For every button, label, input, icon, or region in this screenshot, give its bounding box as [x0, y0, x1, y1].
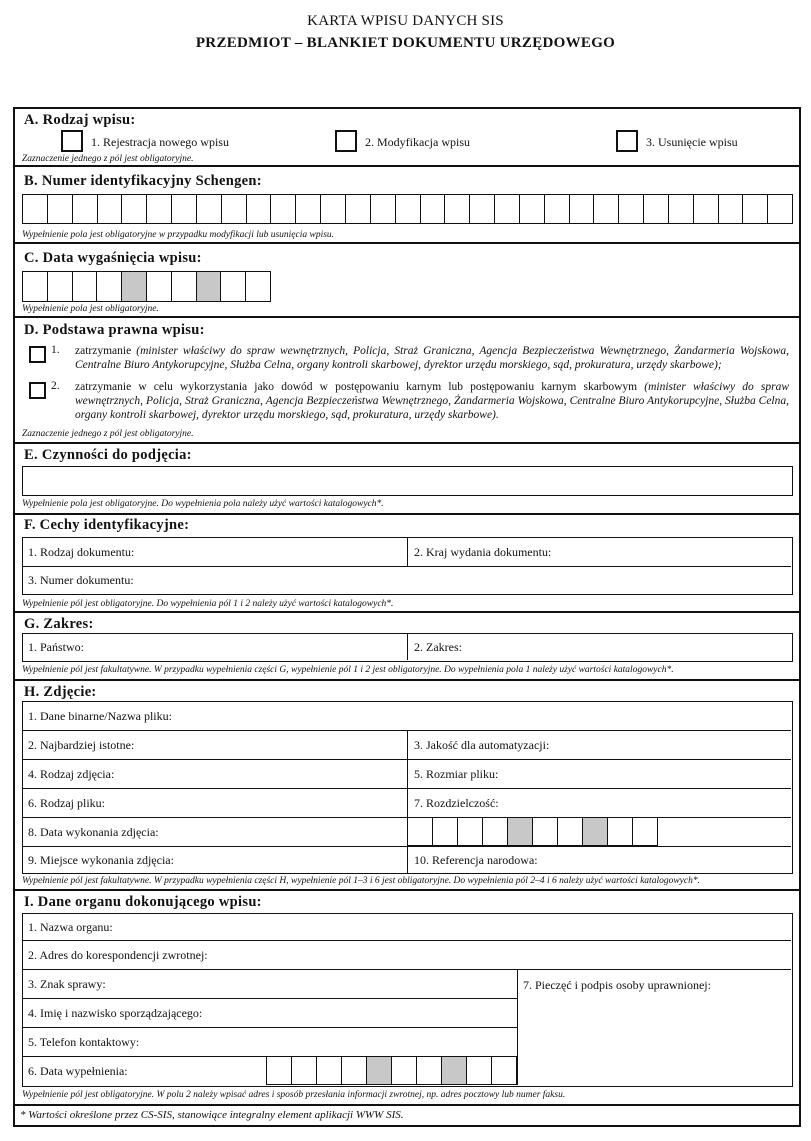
fill-date-cell[interactable]: [267, 1057, 292, 1085]
section-a: [15, 109, 799, 167]
schengen-id-cell[interactable]: [321, 195, 346, 223]
schengen-id-cell[interactable]: [147, 195, 172, 223]
schengen-id-cell[interactable]: [619, 195, 644, 223]
schengen-id-cell[interactable]: [445, 195, 470, 223]
legal-basis-2-main: zatrzymanie w celu wykorzystania jako dowód w postępowaniu karnym lub postępowaniu karnym skarbowym: [75, 381, 638, 393]
expiry-date-cell[interactable]: [23, 272, 48, 301]
section-b-note: Wypełnienie pola jest obligatoryjne w przypadku modyfikacji lub usunięcia wpisu.: [22, 230, 335, 240]
section-c-note: Wypełnienie pola jest obligatoryjne.: [22, 304, 159, 314]
legal-basis-1-text: [75, 344, 789, 372]
resolution-field[interactable]: 7. Rozdzielczość:: [414, 795, 499, 810]
schengen-id-cell[interactable]: [719, 195, 744, 223]
footnote: * Wartości określone przez CS-SIS, stanowiące integralny element aplikacji WWW SIS.: [20, 1109, 404, 1121]
schengen-id-cell[interactable]: [768, 195, 792, 223]
section-d-heading: D. Podstawa prawna wpisu:: [24, 322, 205, 338]
schengen-id-cell[interactable]: [122, 195, 147, 223]
section-a-heading: A. Rodzaj wpisu:: [24, 112, 136, 128]
section-b-heading: B. Numer identyfikacyjny Schengen:: [24, 173, 262, 189]
form-frame: [13, 107, 801, 1127]
document-type-field[interactable]: 1. Rodzaj dokumentu:: [28, 544, 135, 559]
option-modify-label: 2. Modyfikacja wpisu: [365, 135, 470, 149]
legal-basis-1-number: 1.: [51, 344, 60, 356]
fill-date-cell[interactable]: [292, 1057, 317, 1085]
schengen-id-cell[interactable]: [396, 195, 421, 223]
photo-date-input[interactable]: [407, 817, 658, 846]
expiry-date-cell[interactable]: [246, 272, 270, 301]
photo-type-field[interactable]: 4. Rodzaj zdjęcia:: [28, 766, 115, 781]
expiry-date-cell: [197, 272, 222, 301]
section-i-table: [22, 913, 793, 1087]
fill-date-cell[interactable]: [317, 1057, 342, 1085]
legal-basis-1-checkbox[interactable]: [29, 346, 46, 363]
photo-date-cell[interactable]: [558, 818, 583, 845]
photo-date-cell[interactable]: [408, 818, 433, 845]
document-number-field[interactable]: 3. Numer dokumentu:: [28, 572, 134, 587]
legal-basis-2-number: 2.: [51, 380, 60, 392]
schengen-id-cell[interactable]: [73, 195, 98, 223]
schengen-id-cell[interactable]: [470, 195, 495, 223]
photo-date-cell[interactable]: [608, 818, 633, 845]
section-f-table: [22, 537, 793, 595]
schengen-id-cell[interactable]: [694, 195, 719, 223]
issuing-country-field[interactable]: 2. Kraj wydania dokumentu:: [414, 544, 552, 559]
footnote-row: [15, 1106, 799, 1127]
expiry-date-input[interactable]: [22, 271, 271, 302]
fill-date-cell[interactable]: [392, 1057, 417, 1085]
scope-field[interactable]: 2. Zakres:: [414, 639, 462, 654]
fill-date-label: 6. Data wypełnienia:: [28, 1063, 128, 1078]
section-f: [15, 515, 799, 613]
photo-date-cell[interactable]: [483, 818, 508, 845]
case-reference-field[interactable]: 3. Znak sprawy:: [28, 976, 106, 991]
photo-date-cell: [583, 818, 608, 845]
stamp-signature-label: 7. Pieczęć i podpis osoby uprawnionej:: [523, 978, 711, 992]
preparer-name-field[interactable]: 4. Imię i nazwisko sporządzającego:: [28, 1005, 203, 1020]
photo-date-label: 8. Data wykonania zdjęcia:: [28, 824, 159, 839]
section-d-note: Zaznaczenie jednego z pól jest obligatoryjne.: [22, 429, 194, 439]
schengen-id-cell[interactable]: [271, 195, 296, 223]
photo-date-cell[interactable]: [633, 818, 657, 845]
actions-input[interactable]: [22, 466, 793, 496]
legal-basis-2-detail: (minister właściwy do spraw wewnętrznych, Policja, Straż Graniczna, Agencja Bezpieczeństwa Wewnętrznego, Żandarmeria Wojskowa, Centralne Biuro Antykorupcyjne, Służba Celna, organy kontroli skarbowej, dyrektor urzędu morskiego, sąd, prokuratura, urzędy skarbowe).: [75, 381, 790, 421]
form-title: KARTA WPISU DANYCH SIS: [307, 13, 504, 29]
section-c-heading: C. Data wygaśnięcia wpisu:: [24, 250, 202, 266]
section-h: [15, 681, 799, 891]
section-h-note: Wypełnienie pól jest fakultatywne. W przypadku wypełnienia części H, wypełnienie pól 1–3 i 6 jest obligatoryjne. Do wypełnienia pól 2–4 i 6 należy użyć wartości katalogowych*.: [22, 876, 700, 886]
schengen-id-cell[interactable]: [495, 195, 520, 223]
option-modify-checkbox[interactable]: [335, 130, 357, 152]
section-f-note: Wypełnienie pól jest obligatoryjne. Do wypełnienia pól 1 i 2 należy użyć wartości katalogowych*.: [22, 599, 394, 609]
authority-name-field[interactable]: 1. Nazwa organu:: [28, 919, 113, 934]
expiry-date-cell[interactable]: [73, 272, 98, 301]
schengen-id-cell[interactable]: [172, 195, 197, 223]
file-type-field[interactable]: 6. Rodzaj pliku:: [28, 795, 105, 810]
schengen-id-cell[interactable]: [222, 195, 247, 223]
fill-date-cell: [442, 1057, 467, 1085]
legal-basis-1-main: zatrzymanie: [75, 345, 132, 357]
section-g-note: Wypełnienie pól jest fakultatywne. W przypadku wypełnienia części G, wypełnienie pól 1 i 2 jest obligatoryjne. Do wypełnienia pola 1 należy użyć wartości katalogowych*.: [22, 665, 674, 675]
photo-date-cell: [508, 818, 533, 845]
expiry-date-cell[interactable]: [48, 272, 73, 301]
schengen-id-cell[interactable]: [421, 195, 446, 223]
section-i: [15, 891, 799, 1106]
fill-date-cell[interactable]: [492, 1057, 516, 1085]
option-delete-checkbox[interactable]: [616, 130, 638, 152]
section-a-note: Zaznaczenie jednego z pól jest obligatoryjne.: [22, 154, 194, 164]
option-delete-label: 3. Usunięcie wpisu: [646, 135, 738, 149]
section-c: [15, 244, 799, 318]
schengen-id-cell[interactable]: [98, 195, 123, 223]
schengen-id-cell[interactable]: [247, 195, 272, 223]
schengen-id-cell[interactable]: [669, 195, 694, 223]
section-g: [15, 613, 799, 681]
section-f-heading: F. Cechy identyfikacyjne:: [24, 517, 190, 533]
expiry-date-cell[interactable]: [172, 272, 197, 301]
stamp-signature-area[interactable]: [519, 970, 791, 1085]
fill-date-cell[interactable]: [342, 1057, 367, 1085]
contact-phone-field[interactable]: 5. Telefon kontaktowy:: [28, 1034, 140, 1049]
schengen-id-cell[interactable]: [594, 195, 619, 223]
schengen-id-cell[interactable]: [296, 195, 321, 223]
schengen-id-cell[interactable]: [197, 195, 222, 223]
schengen-id-cell[interactable]: [644, 195, 669, 223]
section-h-heading: H. Zdjęcie:: [24, 684, 97, 700]
section-i-heading: I. Dane organu dokonującego wpisu:: [24, 894, 262, 910]
expiry-date-cell[interactable]: [221, 272, 246, 301]
binary-filename-field[interactable]: 1. Dane binarne/Nazwa pliku:: [28, 708, 172, 723]
schengen-id-cell[interactable]: [23, 195, 48, 223]
expiry-date-cell[interactable]: [97, 272, 122, 301]
option-new-entry-checkbox[interactable]: [61, 130, 83, 152]
photo-date-cell[interactable]: [533, 818, 558, 845]
fill-date-cell: [367, 1057, 392, 1085]
schengen-id-cell[interactable]: [545, 195, 570, 223]
schengen-id-cell[interactable]: [743, 195, 768, 223]
schengen-id-cell[interactable]: [48, 195, 73, 223]
expiry-date-cell: [122, 272, 147, 301]
section-g-table: [22, 633, 793, 662]
national-reference-field[interactable]: 10. Referencja narodowa:: [414, 852, 538, 867]
section-e: [15, 444, 799, 515]
schengen-id-cell[interactable]: [346, 195, 371, 223]
schengen-id-cell[interactable]: [570, 195, 595, 223]
schengen-id-cell[interactable]: [371, 195, 396, 223]
section-e-heading: E. Czynności do podjęcia:: [24, 447, 192, 463]
section-e-note: Wypełnienie pola jest obligatoryjne. Do wypełnienia pola należy użyć wartości katalogowych*.: [22, 499, 384, 509]
legal-basis-2-text: [75, 380, 789, 422]
photo-date-cell[interactable]: [433, 818, 458, 845]
form-subtitle: PRZEDMIOT – BLANKIET DOKUMENTU URZĘDOWEGO: [195, 35, 616, 51]
section-b: [15, 167, 799, 244]
country-field[interactable]: 1. Państwo:: [28, 639, 85, 654]
photo-date-cell[interactable]: [458, 818, 483, 845]
most-relevant-field[interactable]: 2. Najbardziej istotne:: [28, 737, 135, 752]
section-i-note: Wypełnienie pól jest obligatoryjne. W polu 2 należy wpisać adres i sposób przesłania informacji zwrotnej, np. adres pocztowy lub numer faksu.: [22, 1090, 566, 1100]
fill-date-cell[interactable]: [417, 1057, 442, 1085]
photo-place-field[interactable]: 9. Miejsce wykonania zdjęcia:: [28, 852, 174, 867]
schengen-id-input[interactable]: [22, 194, 793, 224]
section-g-heading: G. Zakres:: [24, 616, 94, 632]
section-h-table: [22, 701, 793, 874]
section-d: [15, 318, 799, 444]
schengen-id-cell[interactable]: [520, 195, 545, 223]
fill-date-input[interactable]: [266, 1056, 517, 1086]
legal-basis-2-checkbox[interactable]: [29, 382, 46, 399]
option-new-entry-label: 1. Rejestracja nowego wpisu: [91, 135, 229, 149]
file-size-field[interactable]: 5. Rozmiar pliku:: [414, 766, 499, 781]
return-address-field[interactable]: 2. Adres do korespondencji zwrotnej:: [28, 947, 208, 962]
legal-basis-1-detail: (minister właściwy do spraw wewnętrznych, Policja, Straż Graniczna, Agencja Bezpieczeństwa Wewnętrznego, Żandarmeria Wojskowa, Centralne Biuro Antykorupcyjne, Służba Celna, organy kontroli skarbowej, dyrektor urzędu morskiego, sąd, prokuratura, urzędy skarbowe);: [75, 345, 789, 371]
automation-quality-field[interactable]: 3. Jakość dla automatyzacji:: [414, 737, 550, 752]
fill-date-cell[interactable]: [467, 1057, 492, 1085]
expiry-date-cell[interactable]: [147, 272, 172, 301]
